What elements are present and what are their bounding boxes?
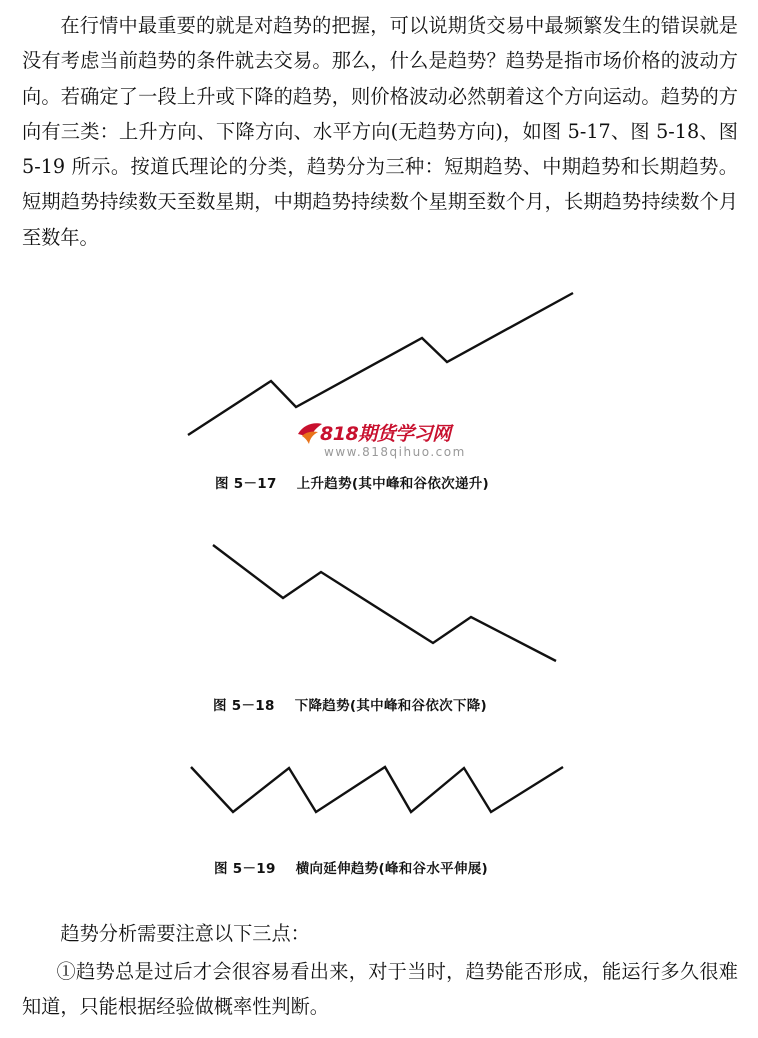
points-heading: 趋势分析需要注意以下三点： <box>60 922 310 945</box>
figure-caption-text: 下降趋势(其中峰和谷依次下降) <box>294 698 488 714</box>
watermark-url: www.818qihuo.com <box>324 445 466 459</box>
figure-5-19-caption <box>214 857 488 877</box>
figure-5-17-caption <box>215 472 489 492</box>
figure-label: 图 5－19 <box>214 861 276 877</box>
watermark <box>296 420 466 466</box>
sideways-trend-line <box>191 767 563 812</box>
point-1: ①趋势总是过后才会很容易看出来，对于当时，趋势能否形成，能运行多久很难知道，只能根据经验做概率性判断。 <box>22 960 738 1019</box>
figure-caption-text: 上升趋势(其中峰和谷依次递升) <box>296 476 490 492</box>
watermark-title: 818期货学习网 <box>320 423 451 445</box>
figure-5-18-caption <box>213 694 487 714</box>
figure-label: 图 5－17 <box>215 476 277 492</box>
uptrend-line <box>188 293 573 435</box>
intro-paragraph: 在行情中最重要的就是对趋势的把握，可以说期货交易中最频繁发生的错误就是没有考虑当前趋势的条件就去交易。那么，什么是趋势？趋势是指市场价格的波动方向。若确定了一段上升或下降的趋势，则价格波动必然朝着这个方向运动。趋势的方向有三类：上升方向、下降方向、水平方向(无趋势方向)，如图 5-17、图 5-18、图 5-19 所示。按道氏理论的分类，趋势分为三种：短期趋势、中期趋势和长期趋势。短期趋势持续数天至数星期，中期趋势持续数个星期至数个月，长期趋势持续数个月至数年。 <box>22 14 738 249</box>
downtrend-line <box>213 545 556 661</box>
figure-caption-text: 横向延伸趋势(峰和谷水平伸展) <box>295 861 489 877</box>
figure-label: 图 5－18 <box>213 698 275 714</box>
